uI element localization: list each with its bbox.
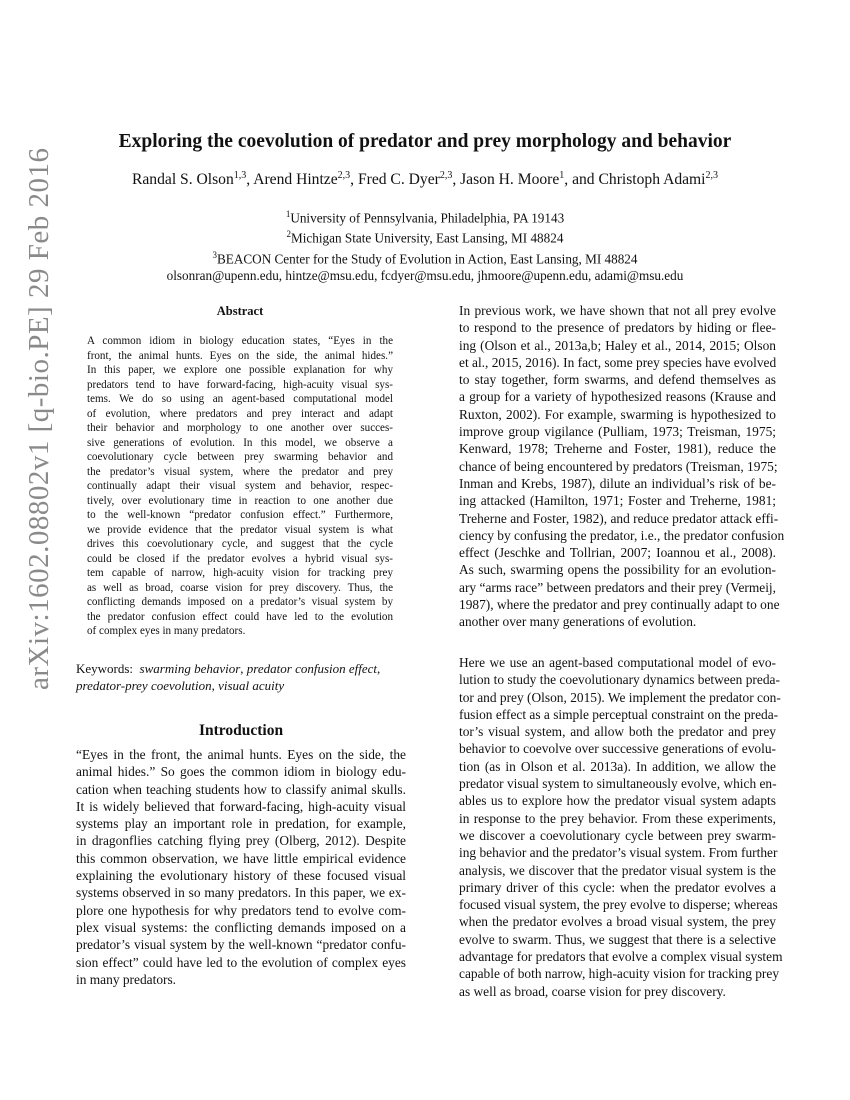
text-line: evolve to swarm. Thus, we suggest that there is a selective	[459, 931, 776, 947]
text-line: their behavior and morphology to one another over succes-	[87, 422, 393, 434]
text-line: continually adapt their visual system and behavior, respec-	[87, 480, 393, 492]
text-line: advantage for predators that evolve a complex visual system	[459, 949, 783, 965]
affiliation: $^2$Michigan State University, East Lansing, MI 48824	[286, 229, 564, 246]
abstract-body	[87, 334, 393, 639]
text-line: Inman and Krebs, 1987), dilute an individual’s risk of be-	[459, 475, 776, 491]
text-line: front, the animal hunts. Eyes on the side, the animal hides.”	[87, 349, 393, 362]
text-line: could be closed if the predator evolves a hybrid visual sys-	[87, 552, 393, 565]
text-line: to the well-known “predator confusion effect.” Furthermore,	[87, 509, 393, 521]
text-line: “Eyes in the front, the animal hunts. Eyes on the side, the	[76, 747, 406, 762]
text-line: lution to study the coevolutionary dynamics between preda-	[459, 672, 780, 688]
text-line: of complex eyes in many predators.	[87, 625, 246, 637]
text-line: ing (Olson et al., 2013a,b; Haley et al., 2014, 2015; Olson	[459, 337, 776, 353]
text-line: Here we use an agent-based computational model of evo-	[459, 655, 776, 670]
paper-title: Exploring the coevolution of predator and prey morphology and behavior	[118, 131, 732, 152]
text-line: ary “arms race” between predators and their prey (Vermeij,	[459, 579, 776, 595]
text-line: plex visual systems: the conflicting demands imposed on a	[76, 919, 406, 935]
text-line: as well as broad, coarse vision for prey discovery. Thus, the	[87, 581, 393, 594]
text-line: ciency by confusing the predator, i.e., the predator confusion	[459, 527, 785, 543]
text-line: behavior to coevolve over successive generations of evolu-	[459, 741, 776, 757]
text-line: in dragonflies catching flying prey (Olberg, 2012). Despite	[76, 833, 406, 849]
text-line: ing attacked (Hamilton, 1971; Foster and Treherne, 1981;	[459, 493, 776, 509]
affiliations	[100, 206, 750, 284]
text-line: we provide evidence that the predator visual system is what	[87, 523, 393, 536]
text-line: capable of both narrow, high-acuity vision for tracking prey	[459, 966, 780, 982]
text-line: 1987), where the predator and prey continually adapt to one	[459, 597, 780, 613]
introduction-heading: Introduction	[198, 722, 284, 739]
text-line: sive generations of evolution. In this model, we observe a	[87, 436, 393, 449]
text-line: focused visual system, the prey evolve to disperse; whereas	[459, 897, 778, 913]
text-line: tem capable of narrow, high-acuity vision for tracking prey	[87, 567, 393, 579]
text-line: A common idiom in biology education states, “Eyes in the	[87, 335, 393, 347]
text-line: et al., 2015, 2016). In fact, some prey species have evolved	[459, 354, 777, 370]
text-line: ables us to explore how the predator visual system adapts	[459, 793, 776, 809]
text-line: In previous work, we have shown that not all prey evolve	[459, 303, 776, 318]
text-line: analysis, we discover that the predator visual system is the	[459, 862, 776, 878]
author: Christoph Adami$^{2,3}$	[598, 170, 719, 189]
right-column-paragraph-2	[443, 654, 783, 1000]
text-line: a group for a variety of hypothesized reasons (Krause and	[459, 389, 776, 405]
text-line: improve group vigilance (Pulliam, 1973; Treisman, 1975;	[459, 424, 776, 440]
text-line: ing behavior and the predator’s visual system. From further	[459, 845, 778, 861]
text-line: tems. We do so using an agent-based computational model	[87, 393, 393, 405]
text-line: conflicting demands imposed on a predator’s visual system by	[87, 596, 393, 608]
author-list	[40, 170, 810, 189]
text-line: cation when teaching students how to classify animal skulls.	[76, 781, 406, 797]
abstract-heading: Abstract	[216, 304, 264, 318]
text-line: explaining the evolutionary history of these focused visual	[76, 868, 406, 884]
text-line: to respond to the presence of predators by hiding or flee-	[459, 320, 776, 336]
right-column-paragraph-1	[443, 302, 785, 631]
text-line: tion (as in Olson et al. 2013a). In addition, we allow the	[459, 758, 776, 774]
text-line: predator’s visual system by the well-known “predator confu-	[76, 937, 406, 953]
text-line: chance of being encountered by predators (Treisman, 1975;	[459, 458, 778, 474]
text-line: drives this coevolutionary cycle, and suggest that the cycle	[87, 538, 393, 550]
text-line: Treherne and Foster, 1982), and reduce predator attack effi-	[459, 510, 779, 526]
text-line: systems observed in so many predators. In this paper, we ex-	[76, 885, 406, 901]
text-line: when the predator evolves a broad visual system, the prey	[459, 914, 776, 930]
text-line: this common observation, we have little empirical evidence	[76, 850, 406, 866]
author: Arend Hintze$^{2,3}$,	[253, 170, 358, 189]
author: Fred C. Dyer$^{2,3}$,	[357, 170, 461, 189]
text-line: as well as broad, coarse vision for prey discovery.	[459, 983, 726, 999]
text-line: we discover a coevolutionary cycle between prey swarm-	[459, 827, 776, 843]
text-line: the predator confusion effect could have led to the evolution	[87, 610, 393, 623]
text-line: another over many generations of evolution.	[459, 614, 697, 630]
text-line: in many predators.	[76, 971, 177, 987]
affiliation: $^1$University of Pennsylvania, Philadelphia, PA 19143	[285, 209, 565, 226]
author-emails: olsonran@upenn.edu, hintze@msu.edu, fcdyer@msu.edu, jhmoore@upenn.edu, adami@msu.edu	[166, 268, 684, 284]
text-line: effect (Jeschke and Tollrian, 2007; Ioannou et al., 2008).	[459, 545, 776, 561]
text-line: Ruxton, 2002). For example, swarming is hypothesized to	[459, 406, 776, 422]
text-line: predator visual system to simultaneously evolve, which en-	[459, 776, 777, 792]
arxiv-identifier: arXiv:1602.08802v1 [q-bio.PE] 29 Feb 2016	[23, 147, 55, 690]
keywords: Keywords: swarming behavior, predator confusion effect, predator-prey coevolution, visual acuity	[76, 661, 381, 693]
introduction-paragraph	[76, 746, 406, 988]
text-line: As such, swarming opens the possibility for an evolution-	[459, 562, 776, 578]
author: Jason H. Moore$^1$, and	[460, 170, 599, 189]
affiliation: $^3$BEACON Center for the Study of Evolution in Action, East Lansing, MI 48824	[212, 249, 638, 267]
text-line: fusion effect as a simple perceptual constraint on the preda-	[459, 706, 779, 722]
text-line: predators tend to have forward-facing, high-acuity visual sys-	[87, 378, 393, 391]
text-line: systems play an important role in predation, for example,	[76, 816, 406, 832]
text-line: primary driver of this cycle: when the predator evolves a	[459, 879, 776, 895]
text-line: the predator’s visual system, where the predator and prey	[87, 465, 393, 478]
text-line: coevolutionary cycle between prey swarming behavior and	[87, 451, 393, 463]
text-line: In this paper, we explore one possible explanation for why	[87, 364, 393, 376]
text-line: It is widely believed that forward-facing, high-acuity visual	[76, 798, 406, 814]
text-line: animal hides.” So goes the common idiom in biology edu-	[76, 764, 406, 780]
text-line: tor’s visual system, and allow both the predator and prey	[459, 724, 776, 740]
text-line: tor and prey (Olson, 2015). We implement the predator con-	[459, 689, 781, 705]
text-line: plore one hypothesis for why predators tend to evolve com-	[76, 902, 406, 918]
text-line: in response to the prey behavior. From these experiments,	[459, 810, 776, 826]
author: Randal S. Olson$^{1,3}$,	[131, 170, 254, 189]
text-line: to stay together, form swarms, and defend themselves as	[459, 372, 776, 388]
text-line: sion effect” could have led to the evolution of complex eyes	[76, 954, 406, 970]
text-line: tively, over evolutionary time in reaction to one another due	[87, 494, 393, 507]
text-line: Kenward, 1978; Treherne and Foster, 1981), reduce the	[459, 441, 776, 457]
text-line: of evolution, where predators and prey interact and adapt	[87, 407, 393, 420]
